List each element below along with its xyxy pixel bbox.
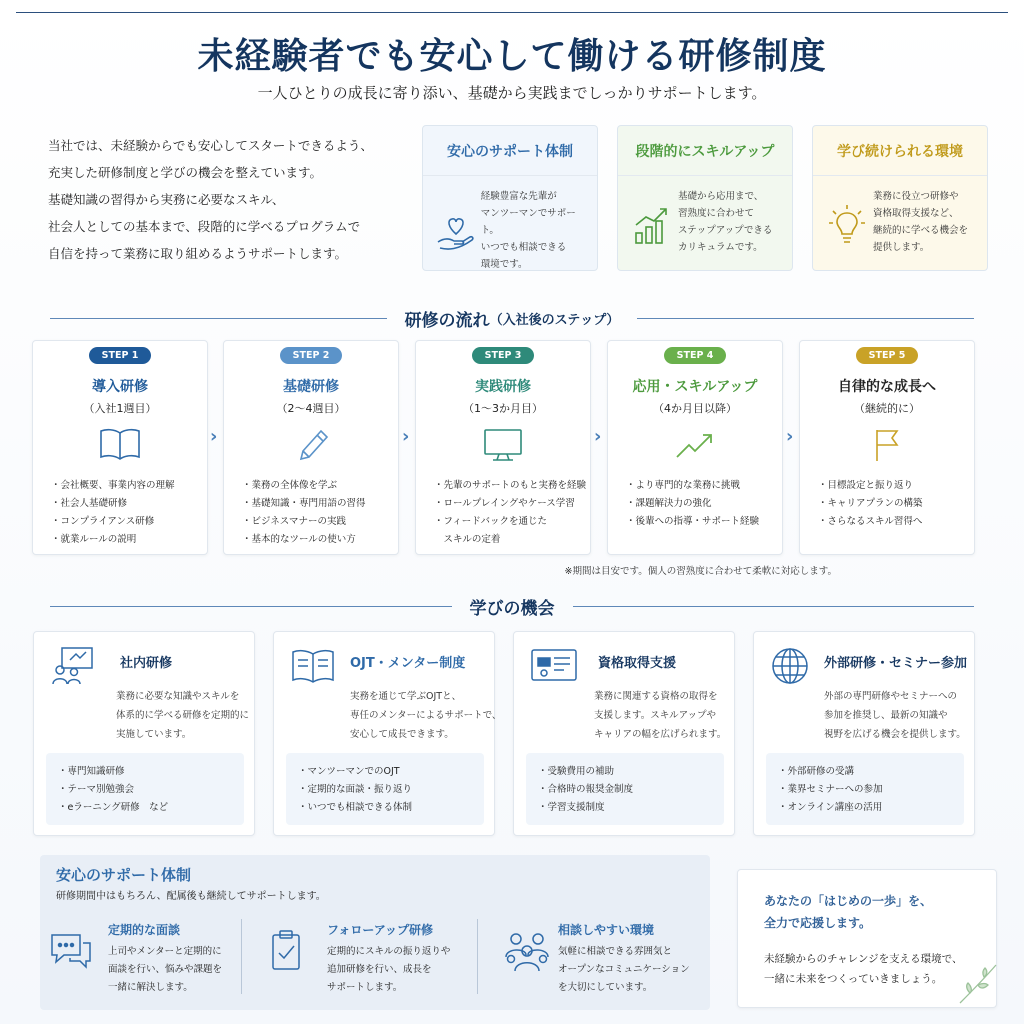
clipboard-check-icon	[267, 929, 307, 977]
step-period: （2〜4週目）	[276, 402, 346, 415]
support-item-line: サポートします。	[327, 982, 403, 993]
support-panel	[40, 855, 710, 1010]
support-item-line: を大切にしています。	[558, 982, 653, 993]
step-badge: STEP 4	[664, 347, 726, 364]
divider	[477, 919, 478, 994]
step-card-2	[223, 340, 399, 555]
divider	[637, 318, 974, 319]
closing-line: 一緒に未来をつくっていきましょう。	[764, 973, 943, 985]
step-item: ・課題解決力の強化	[626, 498, 712, 509]
feature-card-support	[422, 125, 598, 271]
step-badge: STEP 1	[89, 347, 151, 364]
support-item-title: フォローアップ研修	[327, 923, 433, 937]
step-item: ・基本的なツールの使い方	[242, 534, 356, 545]
feature-line: マンツーマンでサポート。	[480, 208, 576, 236]
opportunity-list	[286, 753, 484, 825]
intro-line: 当社では、未経験からでも安心してスタートできるよう、	[48, 138, 373, 153]
step-item: ・より専門的な業務に挑戦	[626, 480, 741, 491]
opportunity-title: 社内研修	[120, 656, 173, 671]
feature-line: 経験豊富な先輩が	[480, 191, 557, 202]
monitor-icon	[416, 427, 590, 463]
support-item-title: 定期的な面談	[108, 923, 181, 937]
flow-note: ※期間は目安です。個人の習熟度に合わせて柔軟に対応します。	[564, 566, 837, 577]
support-item-line: 一緒に解決します。	[108, 982, 193, 993]
book-icon	[33, 427, 207, 463]
trend-up-icon	[608, 427, 782, 463]
step-item: ・フィードバックを通じた	[434, 516, 548, 527]
step-item: ・後輩への指導・サポート経験	[626, 516, 760, 527]
feature-line: 習熟度に合わせて	[678, 208, 755, 219]
support-item-line: 追加研修を行い、成長を	[327, 964, 432, 975]
closing-headline-line: 全力で応援します。	[764, 916, 872, 930]
step-item: ・先輩のサポートのもと実務を経験	[434, 480, 587, 491]
opportunity-desc-line: 実務を通じて学ぶOJTと、	[350, 691, 462, 702]
opportunity-list	[46, 753, 244, 825]
feature-card-skillup	[617, 125, 793, 271]
support-subtitle: 研修期間中はもちろん、配属後も継続してサポートします。	[56, 891, 326, 902]
support-item-interview	[44, 917, 259, 997]
leaf-branch-icon	[956, 961, 1000, 1009]
step-item: ・会社概要、事業内容の理解	[51, 480, 175, 491]
chevron-right-icon: ›	[786, 426, 794, 447]
intro-line: 基礎知識の習得から実務に必要なスキル、	[48, 192, 285, 207]
list-item: ・テーマ別勉強会	[58, 784, 135, 795]
opportunity-card-internal	[33, 631, 255, 836]
growth-chart-icon	[626, 188, 678, 256]
flag-icon	[800, 427, 974, 463]
list-item: ・eラーニング研修 など	[58, 802, 169, 813]
closing-line: 未経験からのチャレンジを支える環境で、	[764, 953, 963, 965]
opportunity-title: 資格取得支援	[598, 656, 677, 671]
list-item: ・外部研修の受講	[778, 766, 855, 777]
step-badge: STEP 3	[472, 347, 534, 364]
list-item: ・オンライン講座の活用	[778, 802, 883, 813]
opportunity-desc-line: 参加を推奨し、最新の知識や	[824, 710, 948, 721]
step-item: スキルの定着	[434, 534, 501, 545]
feature-line: 資格取得支援など、	[873, 208, 959, 219]
lightbulb-icon	[821, 188, 873, 256]
step-name: 実践研修	[475, 379, 531, 395]
page-subtitle: 一人ひとりの成長に寄り添い、基礎から実践までしっかりサポートします。	[257, 84, 767, 102]
step-badge: STEP 5	[856, 347, 918, 364]
divider	[50, 318, 387, 319]
chevron-right-icon: ›	[594, 426, 602, 447]
step-item: ・コンプライアンス研修	[51, 516, 155, 527]
feature-card-learning	[812, 125, 988, 271]
opportunity-desc-line: 外部の専門研修やセミナーへの	[824, 691, 958, 702]
chevron-right-icon: ›	[210, 426, 218, 447]
support-item-consultation	[498, 917, 713, 997]
step-item: ・社会人基礎研修	[51, 498, 128, 509]
heart-hand-icon	[431, 188, 481, 273]
intro-line: 社会人としての基本まで、段階的に学べるプログラムで	[48, 219, 361, 234]
list-item: ・業界セミナーへの参加	[778, 784, 883, 795]
list-item: ・マンツーマンでのOJT	[298, 766, 400, 777]
opportunity-desc-line: 支援します。スキルアップや	[594, 710, 716, 721]
step-item: ・就業ルールの説明	[51, 534, 137, 545]
support-item-line: 気軽に相談できる雰囲気と	[558, 946, 673, 957]
step-name: 応用・スキルアップ	[632, 379, 758, 395]
classroom-icon	[50, 646, 96, 690]
step-period: （入社1週目）	[83, 402, 157, 415]
step-item: ・基礎知識・専門用語の習得	[242, 498, 366, 509]
feature-line: カリキュラムです。	[678, 242, 763, 253]
opportunity-title: OJT・メンター制度	[350, 656, 466, 671]
flow-title: 研修の流れ	[404, 311, 490, 331]
step-card-4	[607, 340, 783, 555]
support-item-title: 相談しやすい環境	[558, 923, 655, 937]
step-item: ・キャリアプランの構築	[818, 498, 923, 509]
opportunity-desc-line: 専任のメンターによるサポートで、	[350, 710, 502, 721]
feature-line: 基礎から応用まで、	[678, 191, 764, 202]
feature-line: 提供します。	[873, 242, 930, 253]
intro-text	[48, 132, 388, 267]
closing-headline-line: あなたの「はじめの一歩」を、	[764, 894, 933, 908]
support-item-followup	[263, 917, 478, 997]
opportunity-title	[824, 652, 967, 671]
step-period: （1〜3か月目）	[463, 402, 543, 415]
opportunity-list	[766, 753, 964, 825]
opportunity-desc-line: 業務に関連する資格の取得を	[594, 691, 718, 702]
intro-line: 充実した研修制度と学びの機会を整えています。	[48, 165, 323, 180]
step-card-1	[32, 340, 208, 555]
opportunity-card-ojt	[273, 631, 502, 836]
support-item-line: 定期的にスキルの振り返りや	[327, 946, 451, 957]
support-title: 安心のサポート体制	[56, 866, 192, 884]
feature-title: 段階的にスキルアップ	[618, 126, 792, 176]
flow-subtitle: （入社後のステップ）	[489, 313, 620, 328]
step-item: ・業務の全体像を学ぶ	[242, 480, 338, 491]
opportunity-card-external	[753, 631, 975, 836]
step-name: 基礎研修	[283, 379, 339, 395]
divider	[50, 606, 452, 607]
step-name: 自律的な成長へ	[838, 379, 936, 395]
step-item: ・さらなるスキル習得へ	[818, 516, 923, 527]
people-group-icon	[502, 929, 552, 977]
opportunity-desc-line: 業務に必要な知識やスキルを	[116, 691, 240, 702]
flow-section-title	[0, 306, 1024, 331]
support-item-line: オープンなコミュニケーション	[558, 964, 690, 975]
opportunity-desc-line: 実施しています。	[116, 729, 192, 740]
divider	[573, 606, 975, 607]
opportunity-desc-line: 体系的に学べる研修を定期的に	[116, 710, 250, 721]
step-item: ・目標設定と振り返り	[818, 480, 914, 491]
intro-line: 自信を持って業務に取り組めるようサポートします。	[48, 246, 348, 261]
list-item: ・受験費用の補助	[538, 766, 615, 777]
step-period: （継続的に）	[854, 402, 920, 415]
list-item: ・合格時の報奨金制度	[538, 784, 634, 795]
list-item: ・いつでも相談できる体制	[298, 802, 413, 813]
opportunity-card-certification	[513, 631, 735, 836]
step-badge: STEP 2	[280, 347, 342, 364]
closing-card	[737, 869, 997, 1008]
opportunity-desc-line: 安心して成長できます。	[350, 729, 454, 740]
chat-bubbles-icon	[48, 929, 94, 977]
list-item: ・定期的な面談・振り返り	[298, 784, 413, 795]
opportunities-section-title	[0, 594, 1024, 619]
step-card-5	[799, 340, 975, 555]
step-card-3	[415, 340, 591, 555]
step-period: （4か月目以降）	[653, 402, 737, 415]
step-name: 導入研修	[92, 379, 148, 395]
pencil-icon	[224, 427, 398, 463]
support-item-line: 上司やメンターと定期的に	[108, 946, 222, 957]
feature-line: ステップアップできる	[678, 225, 773, 236]
opportunity-desc-line: キャリアの幅を広げられます。	[594, 729, 727, 740]
top-divider	[16, 12, 1008, 13]
feature-line: 継続的に学べる機会を	[873, 225, 969, 236]
chevron-right-icon: ›	[402, 426, 410, 447]
feature-title: 学び続けられる環境	[813, 126, 987, 176]
feature-line: 環境です。	[480, 259, 528, 270]
open-book-icon	[290, 646, 336, 690]
step-item: ・ロールプレイングやケース学習	[434, 498, 575, 509]
globe-icon	[770, 646, 810, 690]
opportunity-desc-line: 視野を広げる機会を提供します。	[824, 729, 966, 740]
list-item: ・専門知識研修	[58, 766, 125, 777]
opportunities-title: 学びの機会	[469, 599, 555, 619]
divider	[241, 919, 242, 994]
feature-line: 業務に役立つ研修や	[873, 191, 959, 202]
page-title: 未経験者でも安心して働ける研修制度	[197, 36, 827, 77]
step-item: ・ビジネスマナーの実践	[242, 516, 347, 527]
list-item: ・学習支援制度	[538, 802, 605, 813]
feature-line: いつでも相談できる	[480, 242, 567, 253]
feature-title: 安心のサポート体制	[423, 126, 597, 176]
certificate-icon	[530, 646, 578, 690]
opportunity-list	[526, 753, 724, 825]
opportunity-title-text: 外部研修・セミナー参加	[824, 656, 968, 671]
support-item-line: 面談を行い、悩みや課題を	[108, 964, 223, 975]
